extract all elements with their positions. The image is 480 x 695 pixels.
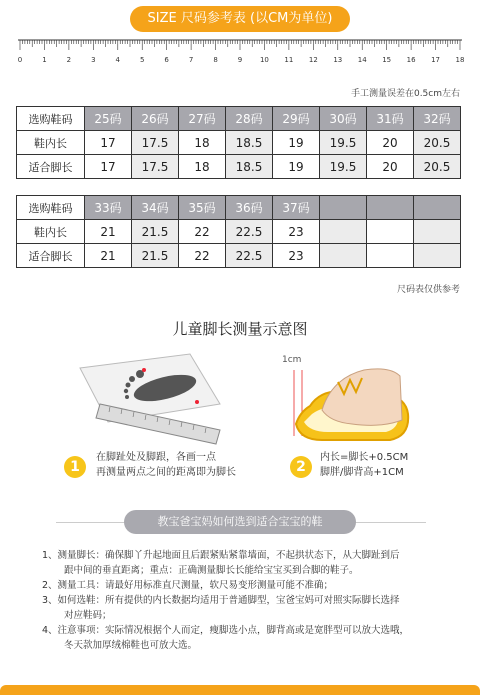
ruler-graphic [16, 38, 464, 70]
inner-length-row [17, 131, 461, 155]
size-cell: 37码 [273, 196, 320, 220]
foot-length-cell [367, 244, 414, 268]
ruler-label: 2 [66, 56, 72, 64]
inner-length-cell [414, 220, 461, 244]
foot-length-cell: 22.5 [226, 244, 273, 268]
tip-4-line-1: 4、注意事项：实际情况根据个人而定，瘦脚选小点，脚背高或是宽胖型可以放大选哦， [42, 625, 410, 636]
size-cell: 25码 [85, 107, 132, 131]
foot-length-cell [320, 244, 367, 268]
ruler-label: 3 [91, 56, 96, 64]
inner-length-label: 鞋内长 [17, 131, 85, 155]
foot-length-cell: 18 [179, 155, 226, 179]
tip-1-line-1: 1、测量脚长：确保脚丫升起地面且后跟紧贴紧靠墙面，不起拱状态下，从大脚趾到后 [42, 550, 400, 561]
step-1-line-1: 在脚趾处及脚跟，各画一点 [96, 452, 216, 463]
inner-length-cell [367, 220, 414, 244]
step-1-badge: 1 [64, 456, 86, 478]
foot-length-cell: 20 [367, 155, 414, 179]
foot-length-cell: 20.5 [414, 155, 461, 179]
size-row [17, 107, 461, 131]
inner-length-cell [320, 220, 367, 244]
foot-length-label: 适合脚长 [17, 155, 85, 179]
inner-length-row [17, 220, 461, 244]
ruler-label: 6 [164, 56, 169, 64]
inner-length-cell: 17 [85, 131, 132, 155]
inner-length-cell: 19.5 [320, 131, 367, 155]
size-cell: 27码 [179, 107, 226, 131]
foot-length-cell: 22 [179, 244, 226, 268]
size-table-1 [16, 106, 461, 179]
one-cm-label: 1cm [282, 355, 302, 365]
size-table-2 [16, 195, 461, 268]
size-cell: 26码 [132, 107, 179, 131]
step-1-text [96, 450, 236, 480]
step-2-line-2: 脚胖/脚背高+1CM [320, 467, 404, 478]
size-cell: 31码 [367, 107, 414, 131]
ruler-label: 12 [308, 56, 318, 64]
foot-length-cell: 17.5 [132, 155, 179, 179]
tip-2: 2、测量工具：请最好用标准直尺测量，软尺易变形测量可能不准确； [42, 580, 334, 591]
inner-length-cell: 20 [367, 131, 414, 155]
tips-list [42, 548, 452, 653]
ruler-label: 0 [17, 56, 23, 64]
foot-length-cell [414, 244, 461, 268]
ruler-label: 11 [284, 56, 294, 64]
foot-length-label: 适合脚长 [17, 244, 85, 268]
foot-length-row [17, 155, 461, 179]
ruler-label: 10 [259, 56, 269, 64]
foot-on-paper-illustration [70, 352, 230, 447]
ruler-label: 5 [139, 56, 145, 64]
inner-length-cell: 19 [273, 131, 320, 155]
inner-length-cell: 18 [179, 131, 226, 155]
ruler-label: 8 [213, 56, 218, 64]
inner-length-cell: 20.5 [414, 131, 461, 155]
ruler-label: 4 [115, 56, 121, 64]
ruler-label: 15 [382, 56, 392, 64]
step-2-text [320, 450, 408, 480]
size-cell: 35码 [179, 196, 226, 220]
measure-section-title: 儿童脚长测量示意图 [172, 320, 308, 338]
inner-length-cell: 22 [179, 220, 226, 244]
size-cell: 34码 [132, 196, 179, 220]
ruler-label: 18 [455, 56, 464, 64]
size-cell: 30码 [320, 107, 367, 131]
step-2-line-1: 内长=脚长+0.5CM [320, 452, 409, 463]
ruler-label: 9 [237, 56, 243, 64]
ruler-label: 13 [333, 56, 343, 64]
foot-length-cell: 21.5 [132, 244, 179, 268]
tip-3-line-1: 3、如何选鞋：所有提供的内长数据均适用于普通脚型，宝爸宝妈可对照实际脚长选择 [42, 595, 400, 606]
inner-length-cell: 17.5 [132, 131, 179, 155]
ruler-label: 7 [188, 56, 194, 64]
inner-length-cell: 21 [85, 220, 132, 244]
ruler-label: 17 [431, 56, 441, 64]
step-2-badge: 2 [290, 456, 312, 478]
tip-1-line-2: 跟中间的垂直距离；重点：正确测量脚长长能给宝宝买到合脚的鞋子。 [64, 565, 359, 576]
size-cell: 28码 [226, 107, 273, 131]
inner-length-cell: 23 [273, 220, 320, 244]
reference-note: 尺码表仅供参考 [396, 285, 460, 295]
size-header-label: 选购鞋码 [17, 107, 85, 131]
tip-3-line-2: 对应鞋码； [64, 610, 112, 621]
size-row [17, 196, 461, 220]
foot-length-cell: 17 [85, 155, 132, 179]
ruler-label: 14 [357, 56, 367, 64]
size-cell: 32码 [414, 107, 461, 131]
tip-4-line-2: 冬天款加厚绒棉鞋也可放大选。 [64, 640, 198, 651]
foot-length-cell: 23 [273, 244, 320, 268]
size-header-label: 选购鞋码 [17, 196, 85, 220]
size-cell: 36码 [226, 196, 273, 220]
foot-length-cell: 21 [85, 244, 132, 268]
size-cell [414, 196, 461, 220]
inner-length-cell: 21.5 [132, 220, 179, 244]
ruler-label: 16 [406, 56, 416, 64]
inner-length-label: 鞋内长 [17, 220, 85, 244]
foot-length-cell: 19 [273, 155, 320, 179]
size-cell [367, 196, 414, 220]
foot-length-cell: 19.5 [320, 155, 367, 179]
page-title: SIZE 尺码参考表 (以CM为单位) [130, 6, 350, 32]
tips-title: 教宝爸宝妈如何选到适合宝宝的鞋 [124, 510, 356, 534]
size-cell [320, 196, 367, 220]
foot-length-row [17, 244, 461, 268]
inner-length-cell: 22.5 [226, 220, 273, 244]
ruler-label: 1 [42, 56, 47, 64]
foot-in-shoe-illustration [282, 348, 422, 448]
step-1-line-2: 再测量两点之间的距离即为脚长 [96, 467, 236, 478]
footer-accent-bar [0, 685, 480, 695]
measurement-error-note: 手工测量误差在0.5cm左右 [350, 89, 460, 99]
foot-length-cell: 18.5 [226, 155, 273, 179]
size-cell: 33码 [85, 196, 132, 220]
inner-length-cell: 18.5 [226, 131, 273, 155]
size-cell: 29码 [273, 107, 320, 131]
